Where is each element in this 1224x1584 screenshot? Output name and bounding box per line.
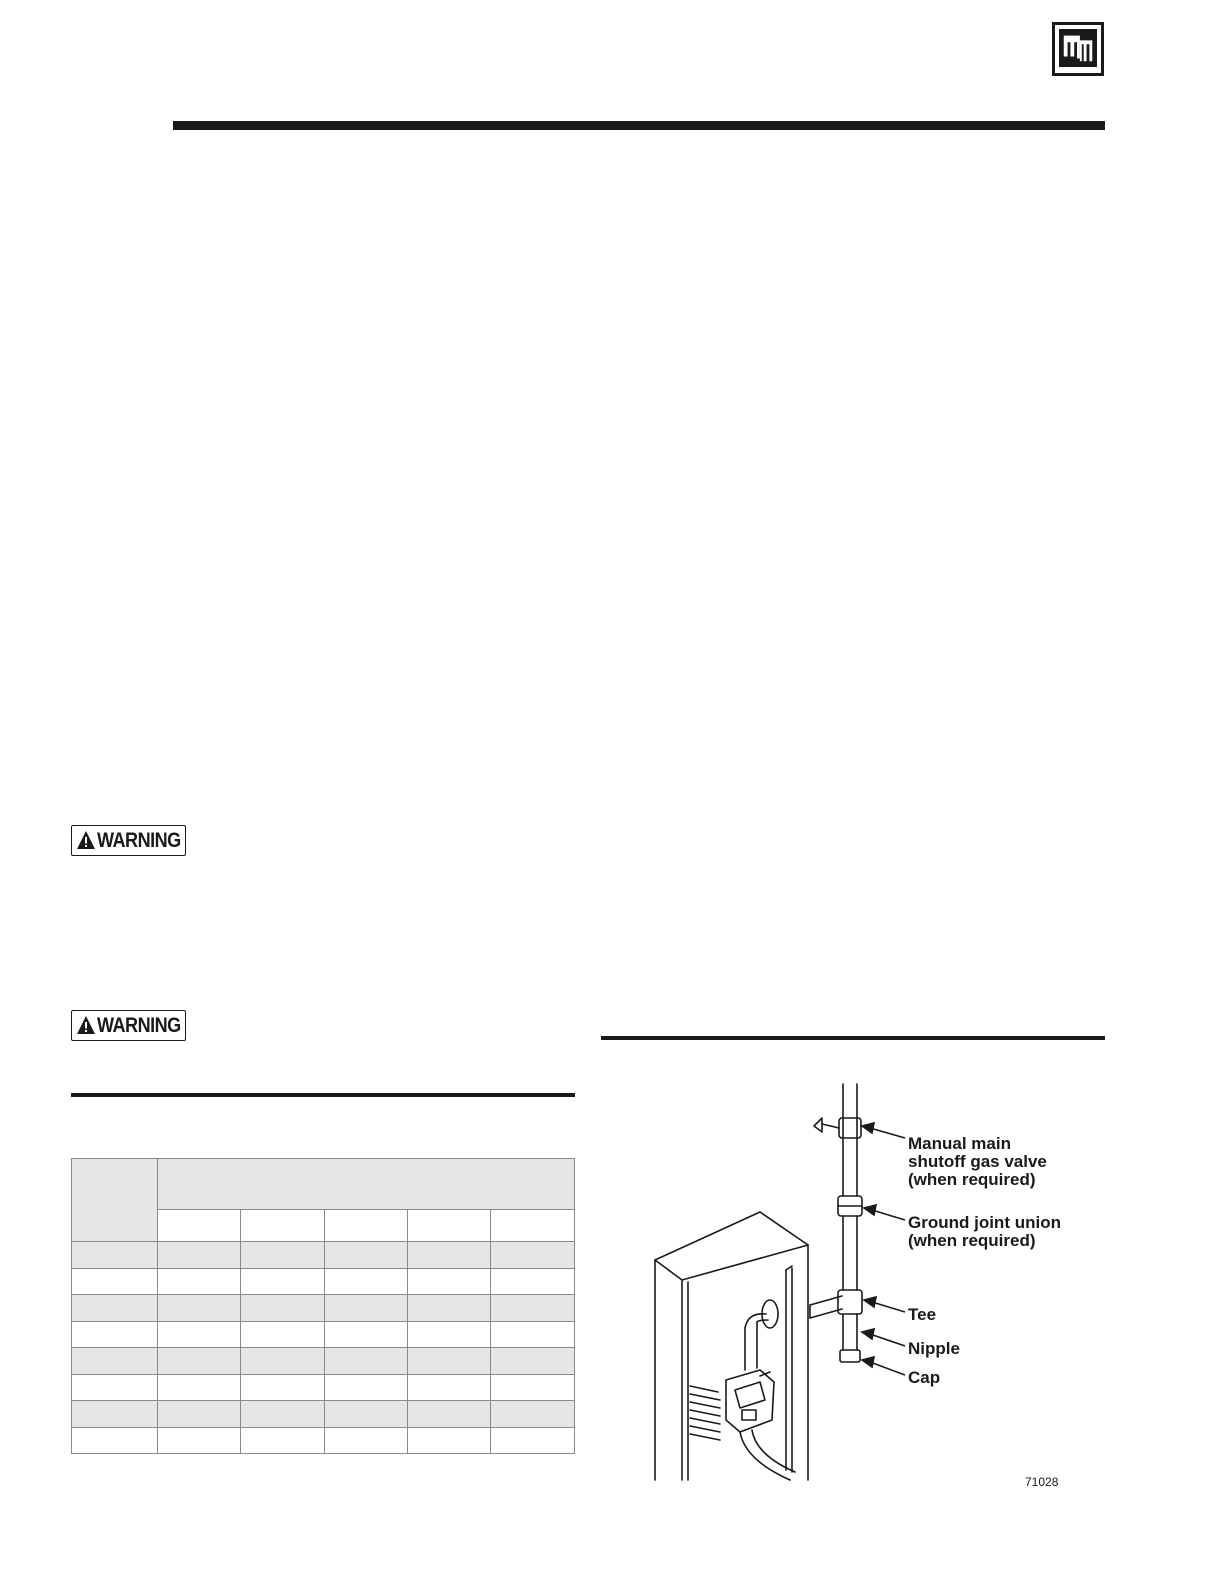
- table-row: [72, 1427, 575, 1454]
- header-rule: [173, 121, 1105, 130]
- callout-tee: Tee: [908, 1305, 937, 1324]
- gas-pipe-capacity-table: [71, 1158, 575, 1454]
- table-header-cell: [72, 1159, 158, 1242]
- table-row: [72, 1295, 575, 1322]
- table-row: [72, 1348, 575, 1375]
- warning-triangle-icon: [76, 1015, 96, 1035]
- table-header-cell: [408, 1210, 491, 1242]
- table-row: [72, 1401, 575, 1428]
- table-header-cell: [491, 1210, 575, 1242]
- table-row: [72, 1268, 575, 1295]
- warning-triangle-icon: [76, 830, 96, 850]
- table-header-cell: [241, 1210, 325, 1242]
- table-header-cell: [158, 1210, 241, 1242]
- warning-label: WARNING: [97, 829, 181, 852]
- warning-badge: [71, 1010, 186, 1041]
- wm-logo-icon: [1059, 29, 1097, 67]
- warning-label: WARNING: [97, 1014, 181, 1037]
- table-row: [72, 1374, 575, 1401]
- callout-ground-joint-union: Ground joint union (when required): [908, 1213, 1061, 1250]
- callout-manual-shutoff-valve: Manual main shutoff gas valve (when required): [908, 1134, 1047, 1189]
- section-rule: [71, 1093, 575, 1097]
- table-header-row: [72, 1159, 575, 1210]
- section-rule: [601, 1036, 1105, 1040]
- table-row: [72, 1242, 575, 1269]
- table-header-cell: [158, 1159, 575, 1210]
- figure-number: 71028: [1025, 1475, 1059, 1489]
- warning-badge: [71, 825, 186, 856]
- callout-nipple: Nipple: [908, 1339, 960, 1358]
- brand-logo: [1052, 22, 1104, 76]
- table-row: [72, 1321, 575, 1348]
- table-header-cell: [325, 1210, 408, 1242]
- callout-cap: Cap: [908, 1368, 941, 1387]
